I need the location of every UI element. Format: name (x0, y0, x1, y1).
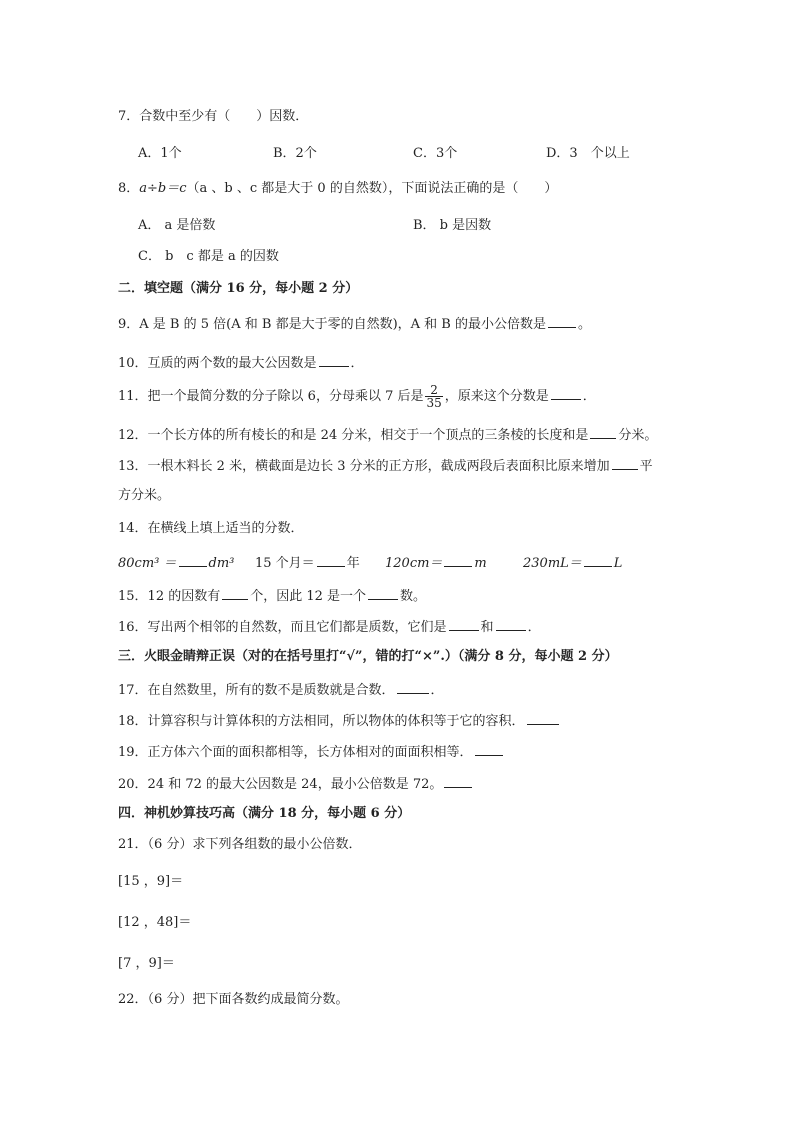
answer-blank (444, 774, 472, 788)
question-13-continued: 方分米。 (118, 488, 171, 503)
q14-item-4: 230mL＝ L (523, 553, 622, 573)
question-10: 10．互质的两个数的最大公因数是 ． (118, 353, 364, 373)
section-3-heading: 三．火眼金睛辩正误（对的在括号里打“√”，错的打“×”.）（满分 8 分，每小题 2 分） (118, 649, 618, 664)
question-13: 13．一根木料长 2 米，横截面是边长 3 分米的正方形，截成两段后表面积比原来增加 平 (118, 456, 653, 476)
q8-option-c: C． b c 都是 a 的因数 (138, 249, 279, 264)
question-21: 21．（6 分）求下列各组数的最小公倍数． (118, 837, 362, 852)
q8-option-b: B． b 是因数 (413, 218, 492, 233)
q21-row-2: [12 ，48]＝ (118, 915, 192, 930)
q7-option-d: D．3 个以上 (546, 146, 630, 161)
q21-row-3: [7 ，9]＝ (118, 956, 175, 971)
answer-blank (368, 586, 398, 600)
answer-blank (590, 425, 616, 439)
answer-blank (449, 617, 479, 631)
answer-blank (496, 617, 526, 631)
q7-option-b: B．2个 (273, 146, 317, 161)
q14-item-2: 15 个月＝ 年 (255, 553, 360, 573)
q8-option-a: A． a 是倍数 (138, 218, 216, 233)
answer-blank (397, 680, 429, 694)
question-8: 8．a÷b＝c（a 、b 、c 都是大于 0 的自然数），下面说法正确的是（ ） (118, 181, 558, 196)
answer-blank (551, 386, 581, 400)
answer-blank (222, 586, 248, 600)
fraction: $\frac{2}{35}$ (426, 383, 442, 410)
question-12: 12．一个长方体的所有棱长的和是 24 分米，相交于一个顶点的三条棱的长度和是 分米。 (118, 425, 657, 445)
answer-blank (527, 711, 559, 725)
q14-item-1: 80cm³ ＝ dm³ (118, 553, 234, 573)
q7-option-a: A．1个 (138, 146, 182, 161)
q14-item-3: 120cm＝ m (385, 553, 487, 573)
question-20: 20．24 和 72 的最大公因数是 24，最小公倍数是 72。 (118, 774, 474, 794)
question-7: 7．合数中至少有（ ）因数． (118, 109, 309, 124)
answer-blank (475, 742, 503, 756)
section-2-heading: 二．填空题（满分 16 分，每小题 2 分） (118, 281, 359, 296)
question-18: 18．计算容积与计算体积的方法相同，所以物体的体积等于它的容积． (118, 711, 561, 731)
question-16: 16．写出两个相邻的自然数，而且它们都是质数，它们是 和 ． (118, 617, 541, 637)
answer-blank (319, 353, 349, 367)
question-22: 22．（6 分）把下面各数约成最简分数。 (118, 992, 349, 1007)
question-9: 9．A 是 B 的 5 倍(A 和 B 都是大于零的自然数)，A 和 B 的最小公倍数是 。 (118, 314, 591, 334)
question-17: 17．在自然数里，所有的数不是质数就是合数． ． (118, 680, 444, 700)
question-19: 19．正方体六个面的面积都相等，长方体相对的面面积相等． (118, 742, 505, 762)
answer-blank (612, 456, 638, 470)
question-14: 14．在横线上填上适当的分数． (118, 521, 304, 536)
question-15: 15．12 的因数有 个，因此 12 是一个 数。 (118, 586, 426, 606)
section-4-heading: 四．神机妙算技巧高（满分 18 分，每小题 6 分） (118, 806, 411, 821)
q7-option-c: C．3个 (413, 146, 458, 161)
answer-blank (548, 314, 576, 328)
q21-row-1: [15 ，9]＝ (118, 874, 184, 889)
question-11: 11．把一个最简分数的分子除以 6，分母乘以 7 后是 $\frac{2}{35}$ ，原来这个分数是 ． (118, 383, 596, 410)
